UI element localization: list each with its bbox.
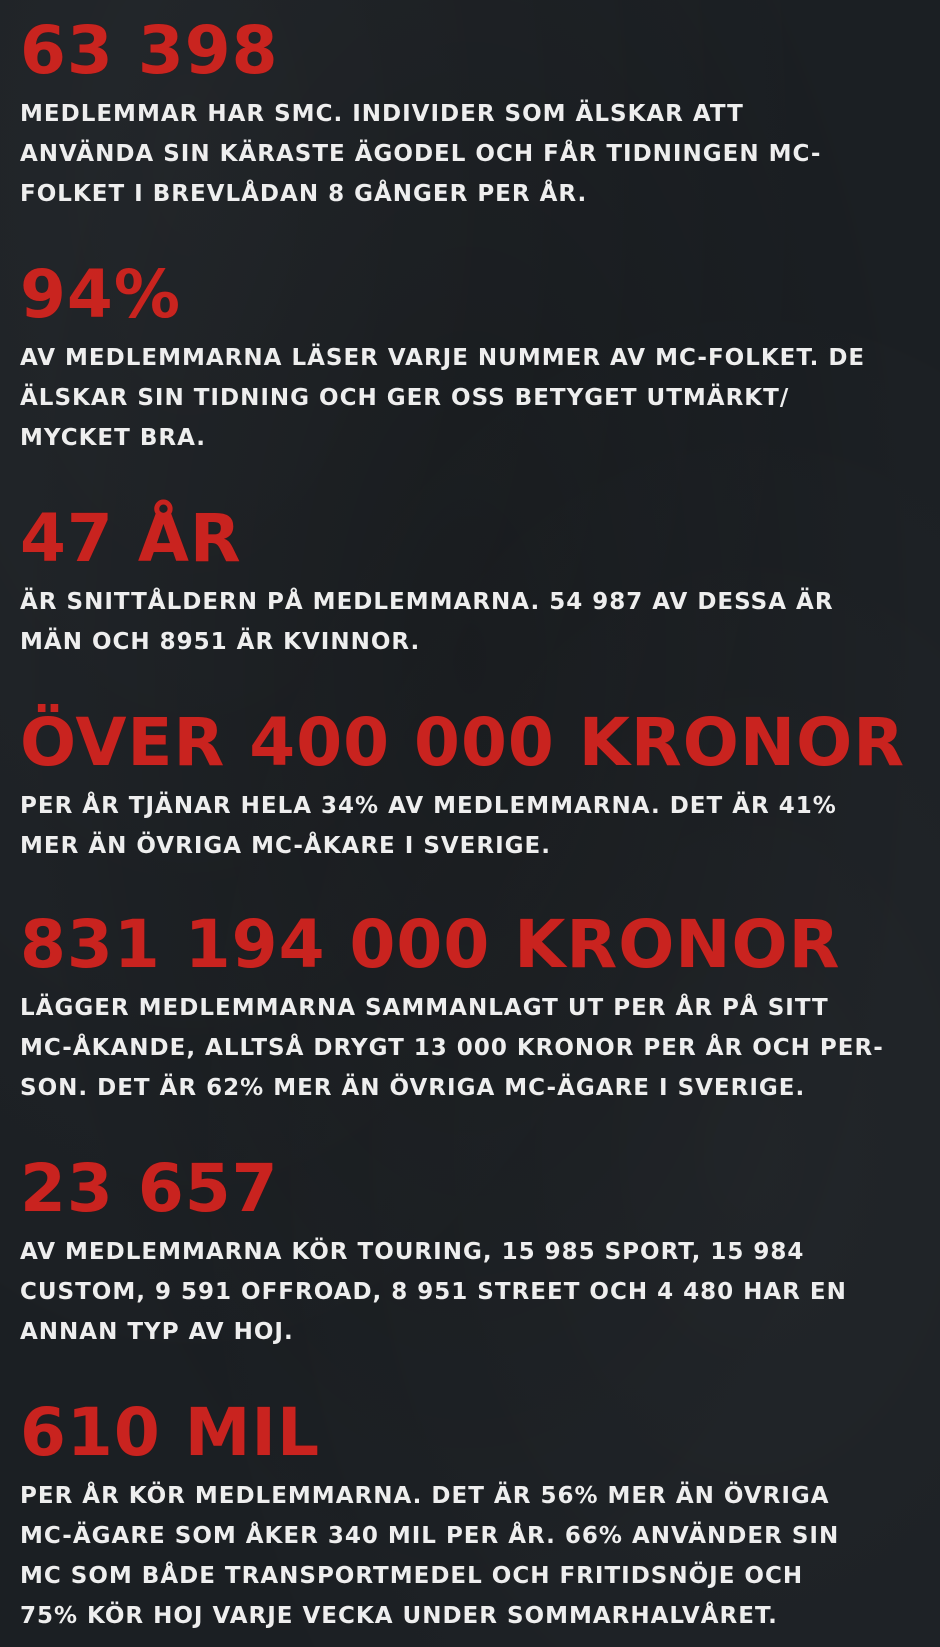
stat-line: MEDLEMMAR HAR SMC. INDIVIDER SOM ÄLSKAR ATT [20,101,744,127]
stat-line: AV MEDLEMMARNA KÖR TOURING, 15 985 SPORT, 15 984 [20,1239,805,1265]
stat-spending [20,906,920,1108]
stat-headline: 63 398 [20,12,279,89]
stat-headline: 23 657 [20,1150,279,1227]
stat-description [20,94,920,214]
stat-line: ANVÄNDA SIN KÄRASTE ÄGODEL OCH FÅR TIDNINGEN MC- [20,141,822,167]
stat-average-age [20,500,920,662]
stat-line: LÄGGER MEDLEMMARNA SAMMANLAGT UT PER ÅR PÅ SITT [20,995,829,1021]
stat-readers [20,256,920,458]
stat-line: PER ÅR TJÄNAR HELA 34% AV MEDLEMMARNA. DET ÄR 41% [20,793,837,819]
stat-line: MER ÄN ÖVRIGA MC-ÅKARE I SVERIGE. [20,833,551,859]
stat-line: MC-ÅKANDE, ALLTSÅ DRYGT 13 000 KRONOR PER ÅR OCH PER- [20,1035,884,1061]
stat-line: MYCKET BRA. [20,425,207,451]
stat-description [20,1232,920,1352]
stat-headline: 94% [20,256,181,333]
stat-description [20,988,920,1108]
stat-headline: ÖVER 400 000 KRONOR [20,704,906,781]
stat-headline: 610 MIL [20,1394,321,1471]
stat-touring [20,1150,920,1352]
stat-description [20,582,920,662]
stat-headline: 831 194 000 KRONOR [20,906,841,983]
stat-line: ANNAN TYP AV HOJ. [20,1319,294,1345]
stat-description [20,786,920,866]
stat-members [20,12,920,214]
stat-line: ÄR SNITTÅLDERN PÅ MEDLEMMARNA. 54 987 AV DESSA ÄR [20,589,834,615]
stat-line: FOLKET I BREVLÅDAN 8 GÅNGER PER ÅR. [20,181,588,207]
stat-line: SON. DET ÄR 62% MER ÄN ÖVRIGA MC-ÄGARE I SVERIGE. [20,1075,806,1101]
stat-line: PER ÅR KÖR MEDLEMMARNA. DET ÄR 56% MER ÄN ÖVRIGA [20,1483,830,1509]
stat-headline: 47 ÅR [20,500,242,577]
stat-line: MÄN OCH 8951 ÄR KVINNOR. [20,629,421,655]
stat-income [20,704,920,866]
stat-line: 75% KÖR HOJ VARJE VECKA UNDER SOMMARHALVÅRET. [20,1603,778,1629]
stat-description [20,338,920,458]
stat-line: MC-ÄGARE SOM ÅKER 340 MIL PER ÅR. 66% ANVÄNDER SIN [20,1523,840,1549]
stat-line: ÄLSKAR SIN TIDNING OCH GER OSS BETYGET UTMÄRKT/ [20,385,790,411]
stat-distance [20,1394,920,1636]
stat-line: CUSTOM, 9 591 OFFROAD, 8 951 STREET OCH 4 480 HAR EN [20,1279,847,1305]
stat-line: MC SOM BÅDE TRANSPORTMEDEL OCH FRITIDSNÖJE OCH [20,1563,804,1589]
stat-description [20,1476,920,1636]
stat-line: AV MEDLEMMARNA LÄSER VARJE NUMMER AV MC-FOLKET. DE [20,345,866,371]
